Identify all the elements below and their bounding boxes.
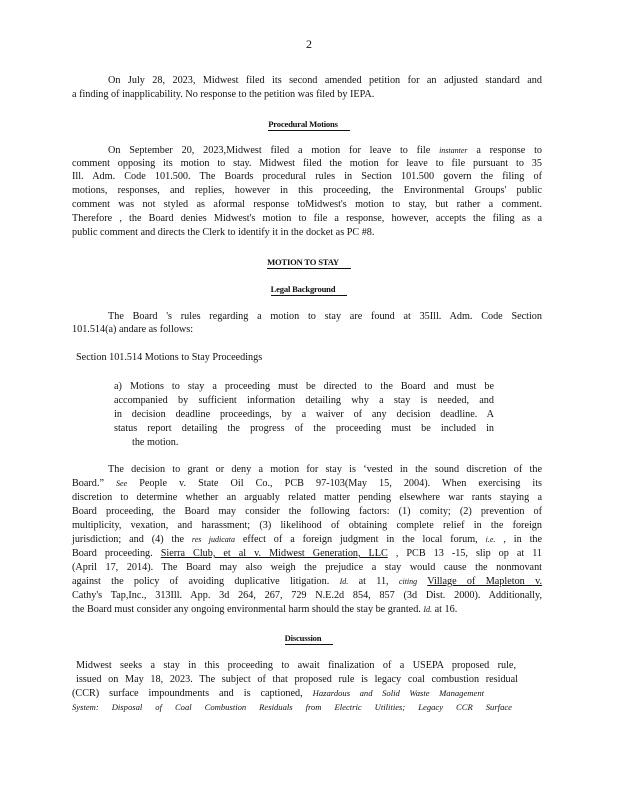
case-citation-mapleton: Village of Mapleton v. [427, 576, 543, 587]
quote-line-4: status report detailing the progress of the proceeding must be included in [114, 423, 494, 434]
paragraph-2-line-6: Therefore , the Board denies Midwest's motion to file a response, however, accepts the filing as a [72, 213, 542, 224]
quote-line-1: a) Motions to stay a proceeding must be directed to the Board and must be [114, 381, 494, 392]
paragraph-1-line-1: On July 28, 2023, Midwest filed its second amended petition for an adjusted standard and [108, 75, 542, 86]
paragraph-4-line-4: Board proceeding, the Board may consider the following factors: (1) comity; (2) prevention of [72, 506, 542, 517]
heading-legal-background: Legal Background [0, 284, 618, 294]
paragraph-4-line-5: multiplicity, vexation, and harassment; (3) likelihood of obtaining complete relief in the foreign [72, 520, 542, 531]
paragraph-2-line-1: On September 20, 2023,Midwest filed a motion for leave to file instanter a response to [108, 145, 543, 156]
page-number: 2 [306, 37, 312, 51]
paragraph-4-line-2: Board.” See People v. State Oil Co., PCB 97-103(May 15, 2004). When exercising its [72, 478, 542, 489]
section-title: Section 101.514 Motions to Stay Proceedings [76, 352, 263, 363]
paragraph-2-line-2: comment opposing its motion to stay. Midwest filed the motion for leave to file pursuant to 35 [72, 158, 542, 169]
paragraph-3-line-1: The Board 's rules regarding a motion to stay are found at 35Ill. Adm. Code Section [108, 311, 542, 322]
paragraph-4-line-7: Board proceeding. Sierra Club, et al v. Midwest Generation, LLC , PCB 13 -15, slip op at 11 [72, 548, 543, 559]
heading-discussion: Discussion [0, 633, 618, 643]
paragraph-4-line-6: jurisdiction; and (4) the res judicata effect of a foreign judgment in the local forum, i.e. , in the [72, 534, 543, 545]
heading-procedural-motions: Procedural Motions [0, 119, 618, 129]
paragraph-1-line-2: a finding of inapplicability. No response to the petition was filed by IEPA. [72, 89, 375, 100]
quote-line-2: accompanied by sufficient information detailing why a stay is needed, and [114, 395, 494, 406]
paragraph-4-line-3: discretion to determine whether an arguably related matter pending elsewhere war rants staying a [72, 492, 542, 503]
paragraph-2-line-7: public comment and directs the Clerk to identify it in the docket as PC #8. [72, 227, 375, 238]
paragraph-4-line-11: the Board must consider any ongoing environmental harm should the stay be granted. Id. at 16. [72, 604, 458, 615]
paragraph-5-line-3: (CCR) surface impoundments and is captioned, Hazardous and Solid Waste Management [72, 688, 485, 699]
paragraph-2-line-5: comment was not styled as aformal response toMidwest's motion to stay, but rather a comment. [72, 199, 542, 210]
paragraph-5-line-1: Midwest seeks a stay in this proceeding to await finalization of a USEPA proposed rule, [76, 660, 516, 671]
paragraph-4-line-9: against the policy of avoiding duplicative litigation. Id. at 11, citing Village of Mapleton v. [72, 576, 543, 587]
paragraph-4-line-8: (April 17, 2014). The Board may also weigh the prejudice a stay would cause the nonmovant [72, 562, 542, 573]
quote-line-5: the motion. [132, 437, 179, 448]
paragraph-5-line-4: System: Disposal of Coal Combustion Residuals from Electric Utilities; Legacy CCR Surface [72, 702, 512, 712]
paragraph-4-line-1: The decision to grant or deny a motion for stay is ‘vested in the sound discretion of the [108, 464, 542, 475]
quote-line-3: in decision deadline proceedings, by a waiver of any decision deadline. A [114, 409, 494, 420]
paragraph-2-line-3: Ill. Adm. Code 101.500. The Boards procedural rules in Section 101.500 govern the filing of [72, 171, 542, 182]
paragraph-4-line-10: Cathy's Tap,Inc., 313Ill. App. 3d 264, 267, 729 N.E.2d 854, 857 (3d Dist. 2000). Additionally, [72, 590, 542, 601]
case-citation-sierra-club: Sierra Club, et al v. Midwest Generation, LLC [160, 548, 388, 559]
paragraph-2-line-4: motions, responses, and replies, however in this proceeding, the Environmental Groups' public [72, 185, 542, 196]
paragraph-3-line-2: 101.514(a) andare as follows: [72, 324, 194, 335]
heading-motion-to-stay: MOTION TO STAY [0, 257, 618, 267]
paragraph-5-line-2: issued on May 18, 2023. The subject of that proposed rule is legacy coal combustion residual [76, 674, 518, 685]
